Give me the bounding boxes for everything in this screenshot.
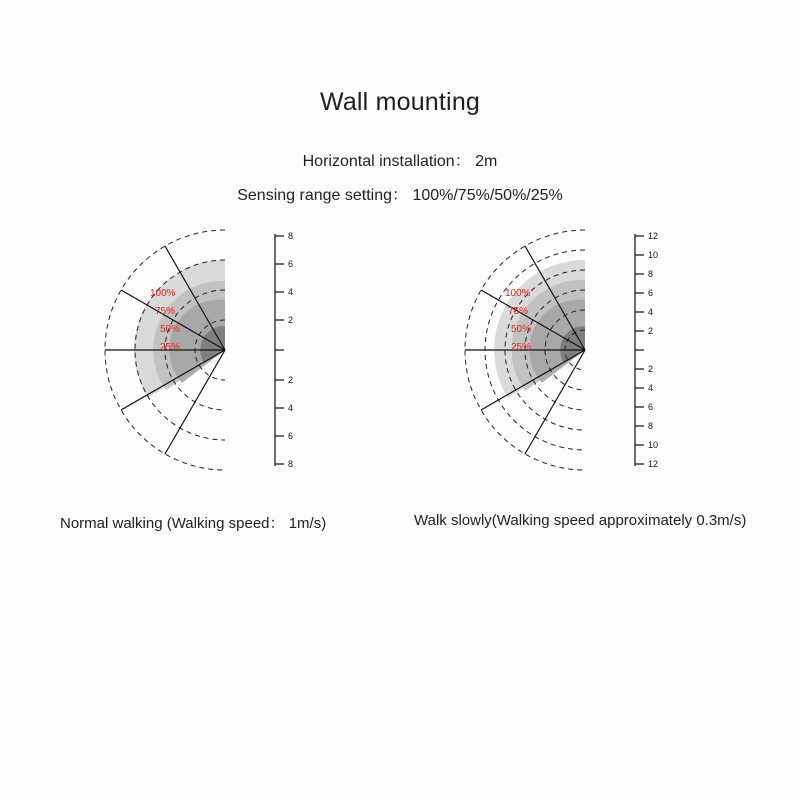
radar-svg-normal-walking (60, 220, 380, 480)
svg-text:25%: 25% (511, 342, 532, 353)
svg-text:50%: 50% (511, 324, 532, 335)
svg-text:4: 4 (648, 307, 654, 317)
svg-text:4: 4 (288, 287, 294, 297)
axis-ticks-slow (635, 236, 644, 464)
svg-text:2: 2 (648, 326, 654, 336)
radar-diagram-normal-walking (60, 220, 380, 480)
caption-normal-walking: Normal walking (Walking speed： 1m/s) (60, 515, 327, 532)
svg-text:10: 10 (648, 250, 659, 260)
svg-text:4: 4 (288, 403, 294, 413)
svg-text:8: 8 (288, 459, 294, 469)
radar-diagram-walk-slowly (420, 220, 740, 480)
svg-text:4: 4 (648, 383, 654, 393)
horizontal-installation-text: Horizontal installation： 2m (302, 153, 498, 170)
page-title: Wall mounting (319, 88, 481, 116)
radar-svg-walk-slowly (420, 220, 740, 480)
svg-text:12: 12 (648, 231, 659, 241)
axis-tick-labels-slow (648, 231, 658, 469)
svg-text:8: 8 (648, 421, 654, 431)
caption-walk-slowly: Walk slowly(Walking speed approximately 0.3m/s) (414, 512, 747, 529)
svg-text:12: 12 (648, 459, 659, 469)
svg-text:10: 10 (648, 440, 659, 450)
svg-text:2: 2 (288, 315, 294, 325)
svg-text:8: 8 (648, 269, 654, 279)
axis-tick-labels-normal (288, 231, 293, 469)
svg-text:75%: 75% (155, 306, 176, 317)
detection-lobes-slow (494, 260, 585, 398)
sensing-range-setting-text: Sensing range setting： 100%/75%/50%/25% (237, 187, 563, 204)
svg-text:100%: 100% (505, 288, 531, 299)
svg-text:25%: 25% (160, 342, 181, 353)
svg-text:6: 6 (648, 288, 654, 298)
svg-text:6: 6 (288, 259, 294, 269)
svg-text:6: 6 (648, 402, 654, 412)
svg-text:6: 6 (288, 431, 294, 441)
svg-text:75%: 75% (508, 306, 529, 317)
svg-text:50%: 50% (160, 324, 181, 335)
svg-text:2: 2 (288, 375, 294, 385)
svg-text:2: 2 (648, 364, 654, 374)
svg-text:100%: 100% (150, 288, 176, 299)
svg-text:8: 8 (288, 231, 294, 241)
axis-ticks-normal (275, 236, 284, 464)
